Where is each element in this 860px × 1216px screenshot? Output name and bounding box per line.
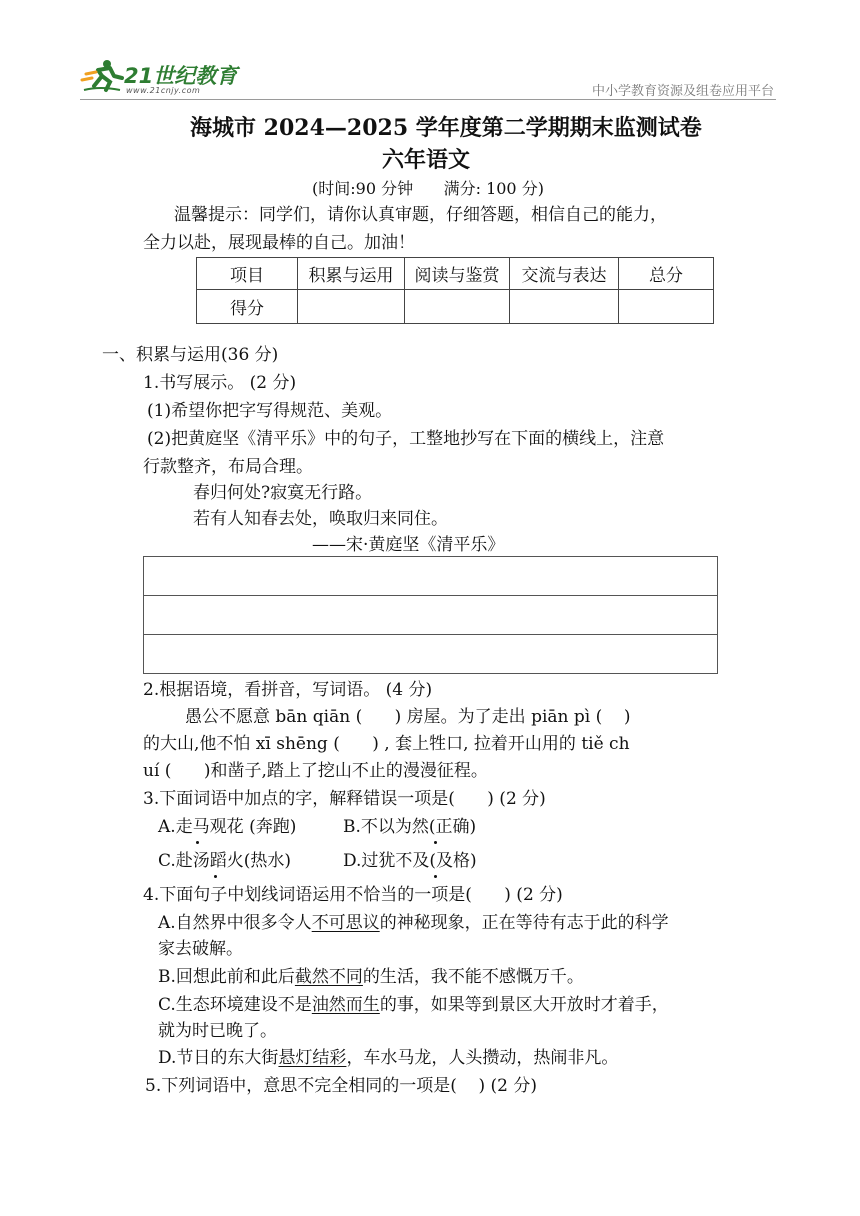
score-cell[interactable]: [298, 290, 405, 324]
exam-time: (时间:90 分钟 满分: 100 分): [312, 179, 544, 198]
underlined-word: 不可思议: [311, 913, 380, 933]
writing-box[interactable]: [143, 556, 718, 674]
q4-option-b: [158, 966, 584, 988]
emphasis-dot: [434, 875, 437, 878]
q4-option-a: [158, 912, 669, 934]
q4-b-text: 的生活，我不能不感慨万千。: [362, 967, 584, 987]
tip-line-1: 温馨提示：同学们，请你认真审题，仔细答题，相信自己的能力，: [174, 205, 667, 225]
writing-line: [144, 634, 717, 635]
score-cell[interactable]: [510, 290, 619, 324]
score-table-header-row: [197, 258, 714, 290]
table-header-cell: 项目: [197, 258, 298, 290]
q3-option-a: A.走马观花 (奔跑): [158, 817, 297, 837]
q4-d-text: ，车水马龙，人头攒动，热闹非凡。: [346, 1048, 619, 1068]
q4-d-text: D.节日的东大街: [158, 1048, 279, 1068]
logo-url: www.21cnjy.com: [126, 86, 201, 95]
score-cell[interactable]: [619, 290, 714, 324]
logo-text: 21世纪教育: [124, 64, 238, 88]
q2-line-1: 愚公不愿意 bān qiān ( ) 房屋。为了走出 piān pì ( ): [185, 707, 631, 727]
q4-c-text: C.生态环境建设不是: [158, 995, 312, 1015]
q3-option-c: C.赴汤蹈火(热水): [158, 851, 292, 871]
q4-c-text: 的事，如果等到景区大开放时才着手，: [379, 995, 669, 1015]
table-row-label: 得分: [197, 290, 298, 324]
score-cell[interactable]: [405, 290, 510, 324]
table-header-cell: 阅读与鉴赏: [405, 258, 510, 290]
q4-option-c: [158, 994, 669, 1016]
q2-line-3: uí ( )和凿子,踏上了挖山不止的漫漫征程。: [143, 761, 488, 781]
poem-line-1: 春归何处?寂寞无行路。: [193, 483, 373, 503]
platform-name: 中小学教育资源及组卷应用平台: [591, 84, 774, 99]
q4-option-d: [158, 1047, 618, 1069]
emphasis-dot: [434, 841, 437, 844]
q1-title: 1.书写展示。 (2 分): [143, 373, 297, 393]
emphasis-dot: [196, 841, 199, 844]
score-table-row: [197, 290, 714, 324]
poem-line-2: 若有人知春去处，唤取归来同住。: [193, 509, 448, 529]
q4-option-a-cont: 家去破解。: [158, 939, 243, 959]
table-header-cell: 积累与运用: [298, 258, 405, 290]
score-table: [196, 257, 714, 324]
section-heading: 一、积累与运用(36 分): [102, 345, 279, 365]
emphasis-dot: [214, 875, 217, 878]
table-header-cell: 总分: [619, 258, 714, 290]
q1-part1: (1)希望你把字写得规范、美观。: [147, 401, 393, 421]
exam-subtitle: 六年语文: [382, 147, 471, 173]
q1-part2-line2: 行款整齐，布局合理。: [143, 457, 313, 477]
q1-part2-line1: (2)把黄庭坚《清平乐》中的句子，工整地抄写在下面的横线上，注意: [147, 429, 665, 449]
header-divider: [80, 99, 776, 100]
poem-source: ——宋·黄庭坚《清平乐》: [312, 535, 505, 555]
underlined-word: 油然而生: [311, 995, 380, 1015]
q3-option-b: B.不以为然(正确): [343, 817, 477, 837]
exam-title: 海城市 2024—2025 学年度第二学期期末监测试卷: [190, 115, 702, 141]
q4-b-text: B.回想此前和此后: [158, 967, 295, 987]
tip-line-2: 全力以赴，展现最棒的自己。加油！: [143, 233, 415, 253]
q2-title: 2.根据语境，看拼音，写词语。 (4 分): [143, 680, 433, 700]
underlined-word: 截然不同: [294, 967, 363, 987]
q4-a-text: 的神秘现象，正在等待有志于此的科学: [379, 913, 669, 933]
q2-line-2: 的大山,他不怕 xī shēng ( ) , 套上牲口, 拉着开山用的 tiě ch: [143, 734, 630, 754]
q5-title: 5.下列词语中，意思不完全相同的一项是( ) (2 分): [145, 1076, 537, 1096]
writing-line: [144, 595, 717, 596]
q3-title: 3.下面词语中加点的字，解释错误一项是( ) (2 分): [143, 789, 546, 809]
underlined-word: 悬灯结彩: [278, 1048, 347, 1068]
q4-a-text: A.自然界中很多令人: [158, 913, 312, 933]
q3-option-d: D.过犹不及(及格): [343, 851, 477, 871]
q4-title: 4.下面句子中划线词语运用不恰当的一项是( ) (2 分): [143, 885, 563, 905]
q4-option-c-cont: 就为时已晚了。: [158, 1021, 277, 1041]
table-header-cell: 交流与表达: [510, 258, 619, 290]
